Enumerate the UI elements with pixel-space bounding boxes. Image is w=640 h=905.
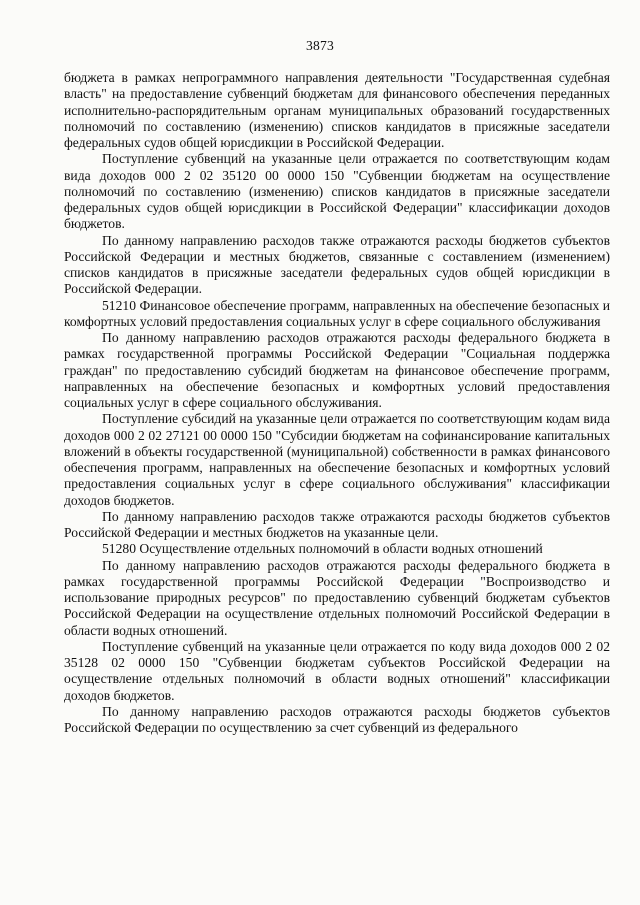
paragraph: По данному направлению расходов отражаются расходы федерального бюджета в рамках государственной программы Российской Федерации "Воспроизводство и использование природных ресурсов" по предоставлению субвенций бюджетам субъектов Российской Федерации на осуществление отдельных полномочий Российской Федерации в области водных отношений.: [64, 557, 610, 638]
page-number: 3873: [306, 38, 334, 53]
paragraph-truncated: По данному направлению расходов отражаются расходы бюджетов субъектов Российской Федерации по осуществлению за счет субвенций из федерального: [64, 703, 610, 735]
paragraph: Поступление субсидий на указанные цели отражается по соответствующим кодам вида доходов 000 2 02 27121 00 0000 150 "Субсидии бюджетам на софинансирование капитальных вложений в объекты государственной (муниципальной) собственности в рамках финансового обеспечения программ, направленных на обеспечение безопасных и комфортных условий предоставления социальных услуг в сфере социального обслуживания" классификации доходов бюджетов.: [64, 411, 610, 508]
paragraph: По данному направлению расходов отражаются расходы федерального бюджета в рамках государственной программы Российской Федерации "Социальная поддержка граждан" по предоставлению субсидий бюджетам на финансовое обеспечение программ, направленных на обеспечение безопасных и комфортных условий предоставления социальных услуг в сфере социального обслуживания.: [64, 330, 610, 410]
paragraph: Поступление субвенций на указанные цели отражается по соответствующим кодам вида доходов 000 2 02 35120 00 0000 150 "Субвенции бюджетам на осуществление полномочий по составлению (изменению) списков кандидатов в присяжные заседатели федеральных судов общей юрисдикции в Российской Федерации" классификации доходов бюджетов.: [64, 151, 610, 232]
paragraph: По данному направлению расходов также отражаются расходы бюджетов субъектов Российской Федерации и местных бюджетов на указанные цели.: [64, 508, 610, 540]
paragraph-continuation: бюджета в рамках непрограммного направления деятельности "Государственная судебная власть" на предоставление субвенций бюджетам для финансового обеспечения переданных исполнительно-распорядительным органам муниципальных образований государственных полномочий по составлению (изменению) списков кандидатов в присяжные заседатели федеральных судов общей юрисдикции в Российской Федерации.: [64, 70, 610, 150]
paragraph: По данному направлению расходов также отражаются расходы бюджетов субъектов Российской Федерации и местных бюджетов, связанные с составлением (изменением) списков кандидатов в присяжные заседатели федеральных судов общей юрисдикции в Российской Федерации.: [64, 232, 610, 297]
paragraph: Поступление субвенций на указанные цели отражается по коду вида доходов 000 2 02 35128 02 0000 150 "Субвенции бюджетам субъектов Российской Федерации на осуществление отдельных полномочий в области водных отношений" классификации доходов бюджетов.: [64, 638, 610, 703]
document-body: [64, 70, 610, 736]
section-heading: 51280 Осуществление отдельных полномочий в области водных отношений: [102, 541, 543, 557]
section-heading: 51210 Финансовое обеспечение программ, направленных на обеспечение безопасных и комфортных условий предоставления социальных услуг в сфере социального обслуживания: [64, 297, 610, 329]
